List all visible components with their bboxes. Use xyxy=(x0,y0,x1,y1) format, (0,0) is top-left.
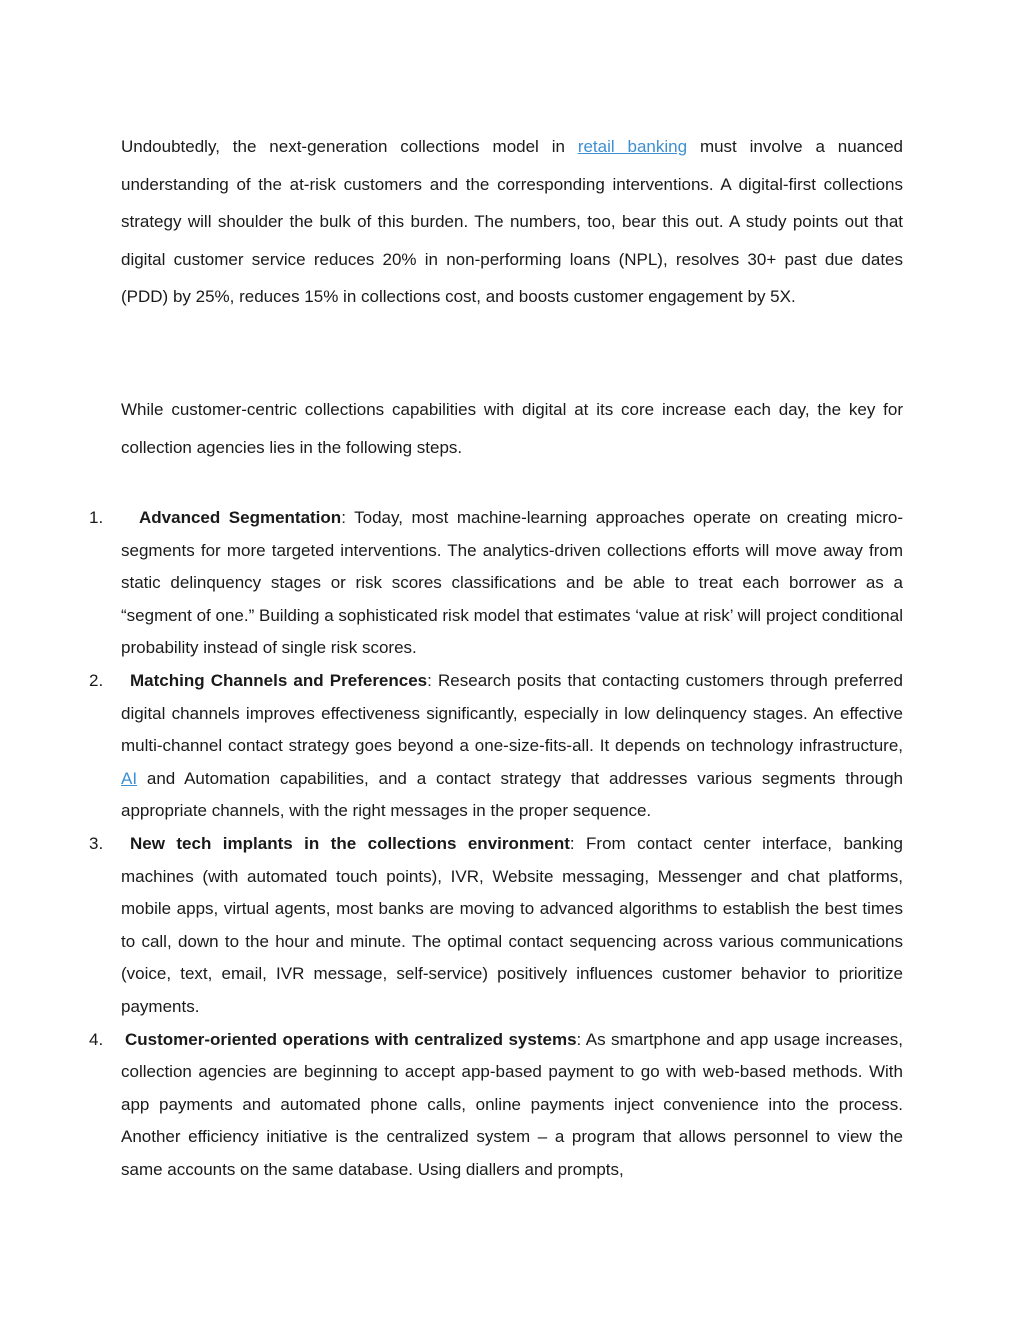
list-item-body-after-link: and Automation capabilities, and a contact strategy that addresses various segments through appropriate channels, with the right messages in the proper sequence. xyxy=(121,768,903,821)
list-item xyxy=(0,665,1024,828)
retail-banking-link[interactable]: retail banking xyxy=(577,137,688,156)
intro-text-after-link: must involve a nuanced understanding of the at-risk customers and the corresponding interventions. A digital-first collections strategy will shoulder the bulk of this burden. The numbers, too, bear this out. A study points out that digital customer service reduces 20% in non-performing loans (NPL), resolves 30+ past due dates (PDD) by 25%, reduces 15% in collections cost, and boosts customer engagement by 5X. xyxy=(121,137,903,307)
list-item-title: Customer-oriented operations with centralized systems xyxy=(125,1029,577,1049)
list-item-title: Advanced Segmentation xyxy=(139,508,342,527)
steps-list xyxy=(0,502,1024,1186)
list-item-text xyxy=(121,1024,903,1187)
list-item-text xyxy=(121,665,903,828)
steps-intro-paragraph: While customer-centric collections capabilities with digital at its core increase each day, the key for collection agencies lies in the following steps. xyxy=(121,400,903,457)
list-item xyxy=(0,828,1024,1024)
list-item xyxy=(0,1024,1024,1187)
list-item-text xyxy=(121,828,903,1024)
intro-paragraph xyxy=(121,128,903,316)
list-item-body: : Today, most machine-learning approaches operate on creating micro-segments for more targeted interventions. The analytics-driven collections efforts will move away from static delinquency stages or risk scores classifications and be able to treat each borrower as a “segment of one.” Building a sophisticated risk model that estimates ‘value at risk’ will project conditional probability instead of single risk scores. xyxy=(121,508,904,658)
ai-link[interactable]: AI xyxy=(121,768,138,788)
list-item xyxy=(0,502,1024,665)
list-item-body-before-link: : Research posits that contacting customers through preferred digital channels improves effectiveness significantly, especially in low delinquency stages. An effective multi-channel contact strategy goes beyond a one-size-fits-all. It depends on technology infrastructure, xyxy=(121,670,903,756)
list-item-number: 4. xyxy=(89,1029,104,1049)
list-item-body: : As smartphone and app usage increases, collection agencies are beginning to accept app-based payment to go with web-based methods. With app payments and automated phone calls, online payments inject convenience into the process. Another efficiency initiative is the centralized system – a program that allows personnel to view the same accounts on the same database. Using diallers and prompts, xyxy=(121,1029,904,1179)
list-item-title: New tech implants in the collections environment xyxy=(130,833,570,853)
intro-text-before-link: Undoubtedly, the next-generation collections model in xyxy=(121,137,578,156)
list-item-number: 1. xyxy=(89,508,104,527)
list-item-number: 3. xyxy=(89,833,104,853)
list-item-body: : From contact center interface, banking machines (with automated touch points), IVR, Website messaging, Messenger and chat platforms, mobile apps, virtual agents, most banks are moving to advanced algorithms to establish the best times to call, down to the hour and minute. The optimal contact sequencing across various communications (voice, text, email, IVR message, self-service) positively influences customer behavior to prioritize payments. xyxy=(121,833,903,1016)
list-item-text xyxy=(121,502,903,665)
list-item-number: 2. xyxy=(89,670,104,690)
list-item-title: Matching Channels and Preferences xyxy=(130,670,428,690)
